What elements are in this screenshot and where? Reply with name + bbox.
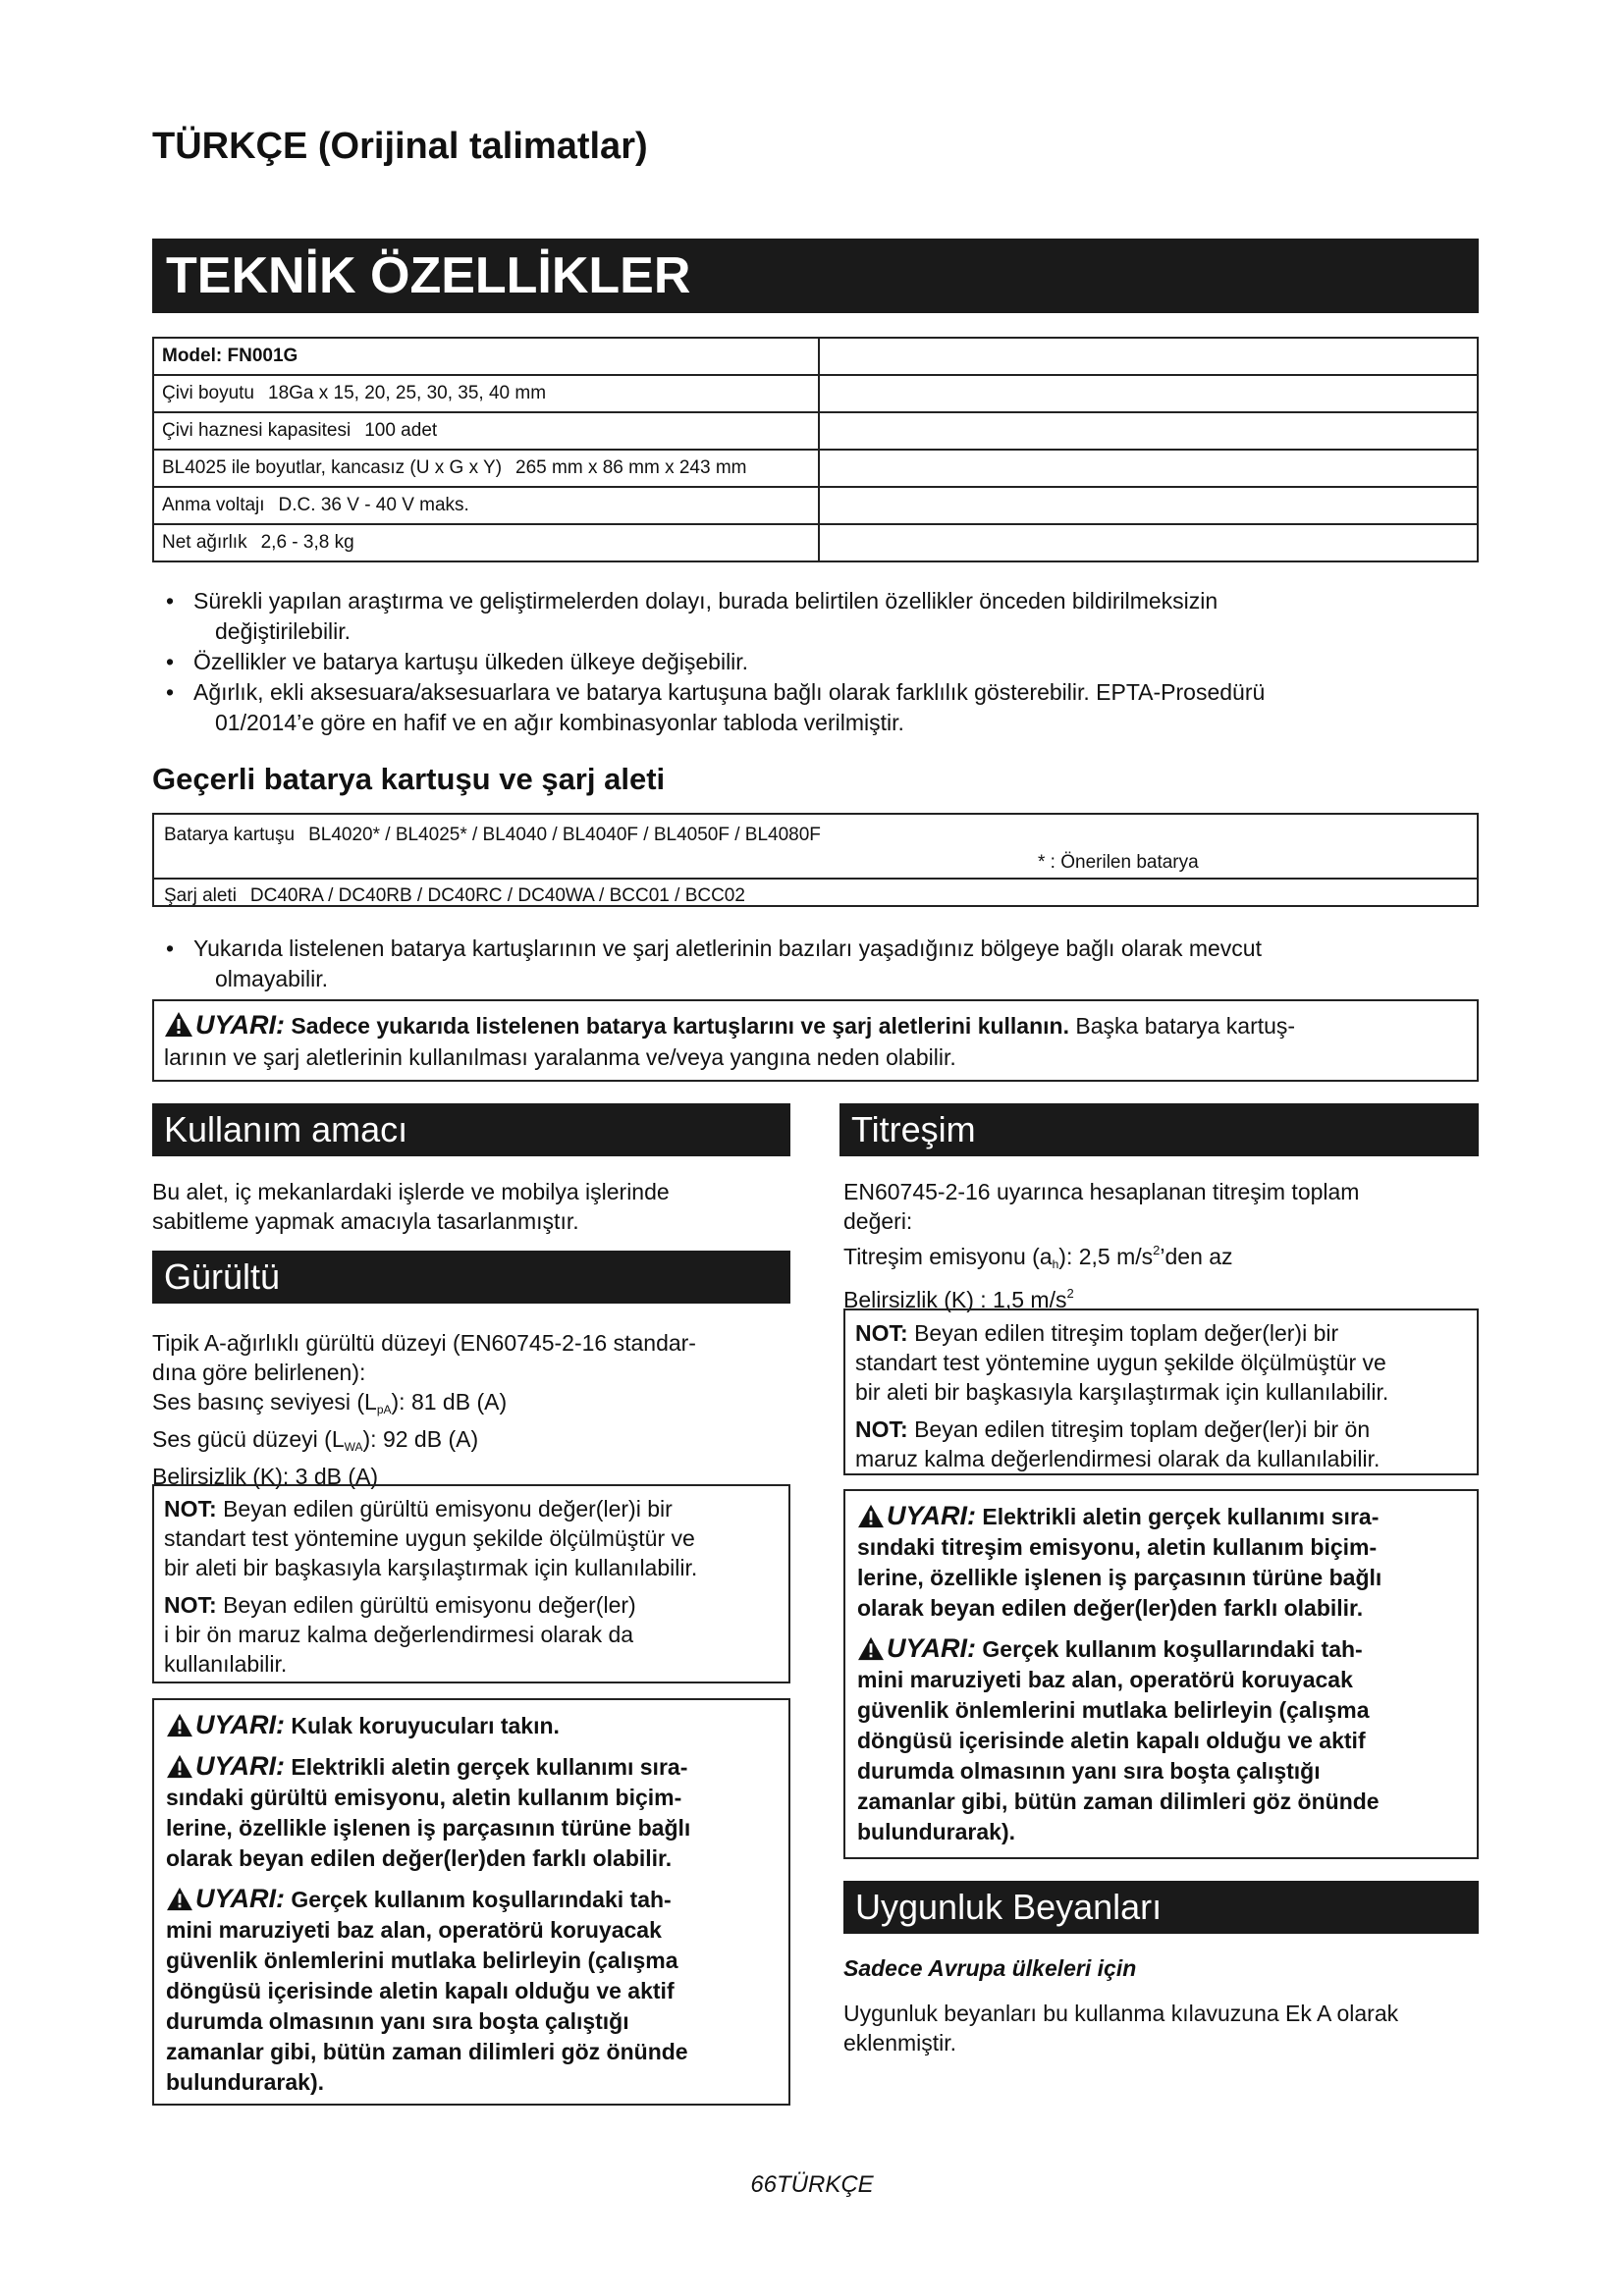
- conformity-title: Uygunluk Beyanları: [843, 1881, 1479, 1934]
- warning-icon: [857, 1636, 885, 1661]
- language-title: TÜRKÇE (Orijinal talimatlar): [152, 126, 648, 167]
- vibration-title: Titreşim: [839, 1103, 1479, 1156]
- table-row: [153, 487, 1478, 524]
- vibration-notes: NOT: Beyan edilen titreşim toplam değer(ler)i bir standart test yöntemine uygun şekilde ölçülmüştür ve bir aleti bir başkasıyla karşılaştırmak için kullanılabilir. NOT: Beyan edilen titreşim toplam değer(ler)i bir ön maruz kalma değerlendirmesi olarak da kullanılabilir.: [843, 1308, 1479, 1475]
- conformity-subtitle: Sadece Avrupa ülkeleri için: [843, 1955, 1137, 1981]
- list-item: • Sürekli yapılan araştırma ve geliştirmelerden dolayı, burada belirtilen özellikler önceden bildirilmeksizin değiştirilebilir.: [152, 586, 1479, 647]
- spec-row-nail-size: Çivi boyutu 18Ga x 15, 20, 25, 30, 35, 40 mm: [153, 375, 819, 412]
- battery-cartridge-row: Batarya kartuşu BL4020* / BL4025* / BL4040 / BL4040F / BL4050F / BL4080F: [164, 825, 821, 845]
- specifications-notes: [152, 586, 1479, 738]
- intended-use-text: Bu alet, iç mekanlardaki işlerde ve mobilya işlerinde sabitleme yapmak amacıyla tasarlanmıştır.: [152, 1179, 670, 1234]
- warning-icon: [857, 1504, 885, 1528]
- battery-notes: [152, 934, 1479, 994]
- battery-heading: Geçerli batarya kartuşu ve şarj aleti: [152, 762, 666, 796]
- specifications-title: TEKNİK ÖZELLİKLER: [152, 239, 1479, 313]
- noise-values: Tipik A-ağırlıklı gürültü düzeyi (EN60745-2-16 standar- dına göre belirlenen): Ses basınç seviyesi $(L_{pA})$: 81 dB (A) Ses gücü düzeyi $(L_{WA})$: 92 dB (A) Belirsizlik (K): 3 dB (A): [152, 1330, 696, 1489]
- vibration-warnings: UYARI: Elektrikli aletin gerçek kullanımı sıra- sındaki titreşim emisyonu, aletin kullanım biçim- lerine, özellikle işlenen iş parçasının türüne bağlı olarak beyan edilen değer(ler)den farklı olabilir. UYARI: Gerçek kullanım koşullarındaki tah- mini maruziyeti baz alan, operatörü koruyacak güvenlik önlemlerini mutlaka belirleyin (çalışma döngüsü içerisinde aletin kapalı olduğu ve aktif durumda olmasının yanı sıra boşta çalıştığı zamanlar gibi, bütün zaman dilimleri göz önünde bulundurarak).: [843, 1489, 1479, 1859]
- spec-row-net-weight: Net ağırlık 2,6 - 3,8 kg: [153, 524, 819, 561]
- vibration-values: EN60745-2-16 uyarınca hesaplanan titreşim toplam değeri: Titreşim emisyonu $(a_h)$: 2,5 $m/s^2’den$ az Belirsizlik (K) : 1,5 $m/s^2$: [843, 1179, 1360, 1312]
- spec-row-dimensions: BL4025 ile boyutlar, kancasız (U x G x Y) 265 mm x 86 mm x 243 mm: [153, 450, 819, 487]
- list-item: • Yukarıda listelenen batarya kartuşlarının ve şarj aletlerinin bazıları yaşadığınız bölgeye bağlı olarak mevcut olmayabilir.: [152, 934, 1479, 994]
- noise-title: Gürültü: [152, 1251, 790, 1304]
- spec-row-rated-voltage: Anma voltajı D.C. 36 V - 40 V maks.: [153, 487, 819, 524]
- intended-use-title: Kullanım amacı: [152, 1103, 790, 1156]
- specifications-table: [152, 337, 1479, 562]
- charger-row: Şarj aleti DC40RA / DC40RB / DC40RC / DC40WA / BCC01 / BCC02: [164, 885, 745, 906]
- table-cell-empty: [819, 338, 1478, 375]
- noise-warnings: UYARI: Kulak koruyucuları takın. UYARI: Elektrikli aletin gerçek kullanımı sıra- sındaki gürültü emisyonu, aletin kullanım biçim- lerine, özellikle işlenen iş parçasının türüne bağlı olarak beyan edilen değer(ler)den farklı olabilir. UYARI: Gerçek kullanım koşullarındaki tah- mini maruziyeti baz alan, operatörü koruyacak güvenlik önlemlerini mutlaka belirleyin (çalışma döngüsü içerisinde aletin kapalı olduğu ve aktif durumda olmasının yanı sıra boşta çalıştığı zamanlar gibi, bütün zaman dilimleri göz önünde bulundurarak).: [152, 1698, 790, 2106]
- warning-icon: [166, 1887, 193, 1911]
- table-row: [153, 338, 1478, 375]
- warning-icon: [166, 1713, 193, 1737]
- table-row: [153, 524, 1478, 561]
- warning-icon: [166, 1754, 193, 1779]
- list-item: • Özellikler ve batarya kartuşu ülkeden ülkeye değişebilir.: [152, 647, 1479, 677]
- conformity-text: Uygunluk beyanları bu kullanma kılavuzuna Ek A olarak eklenmiştir.: [843, 2001, 1399, 2056]
- battery-table: [152, 813, 1479, 907]
- divider: [154, 878, 1477, 880]
- noise-notes: NOT: Beyan edilen gürültü emisyonu değer(ler)i bir standart test yöntemine uygun şekilde ölçülmüştür ve bir aleti bir başkasıyla karşılaştırmak için kullanılabilir. NOT: Beyan edilen gürültü emisyonu değer(ler) i bir ön maruz kalma değerlendirmesi olarak da kullanılabilir.: [152, 1484, 790, 1683]
- list-item: • Ağırlık, ekli aksesuara/aksesuarlara ve batarya kartuşuna bağlı olarak farklılık gösterebilir. EPTA-Prosedürü 01/2014’e göre en hafif ve en ağır kombinasyonlar tabloda verilmiştir.: [152, 677, 1479, 738]
- recommended-battery-note: * : Önerilen batarya: [1038, 852, 1199, 873]
- page-number: 66TÜRKÇE: [750, 2171, 874, 2198]
- table-row: [153, 450, 1478, 487]
- table-row: [153, 412, 1478, 450]
- table-row: [153, 375, 1478, 412]
- spec-row-magazine-capacity: Çivi haznesi kapasitesi 100 adet: [153, 412, 819, 450]
- model-label: Model: FN001G: [153, 338, 819, 375]
- battery-warning: UYARI: Sadece yukarıda listelenen batarya kartuşlarını ve şarj aletlerini kullanın. Başka batarya kartuş- larının ve şarj aletlerinin kullanılması yaralanma ve/veya yangına neden olabilir.: [152, 999, 1479, 1082]
- warning-icon: [164, 1011, 193, 1038]
